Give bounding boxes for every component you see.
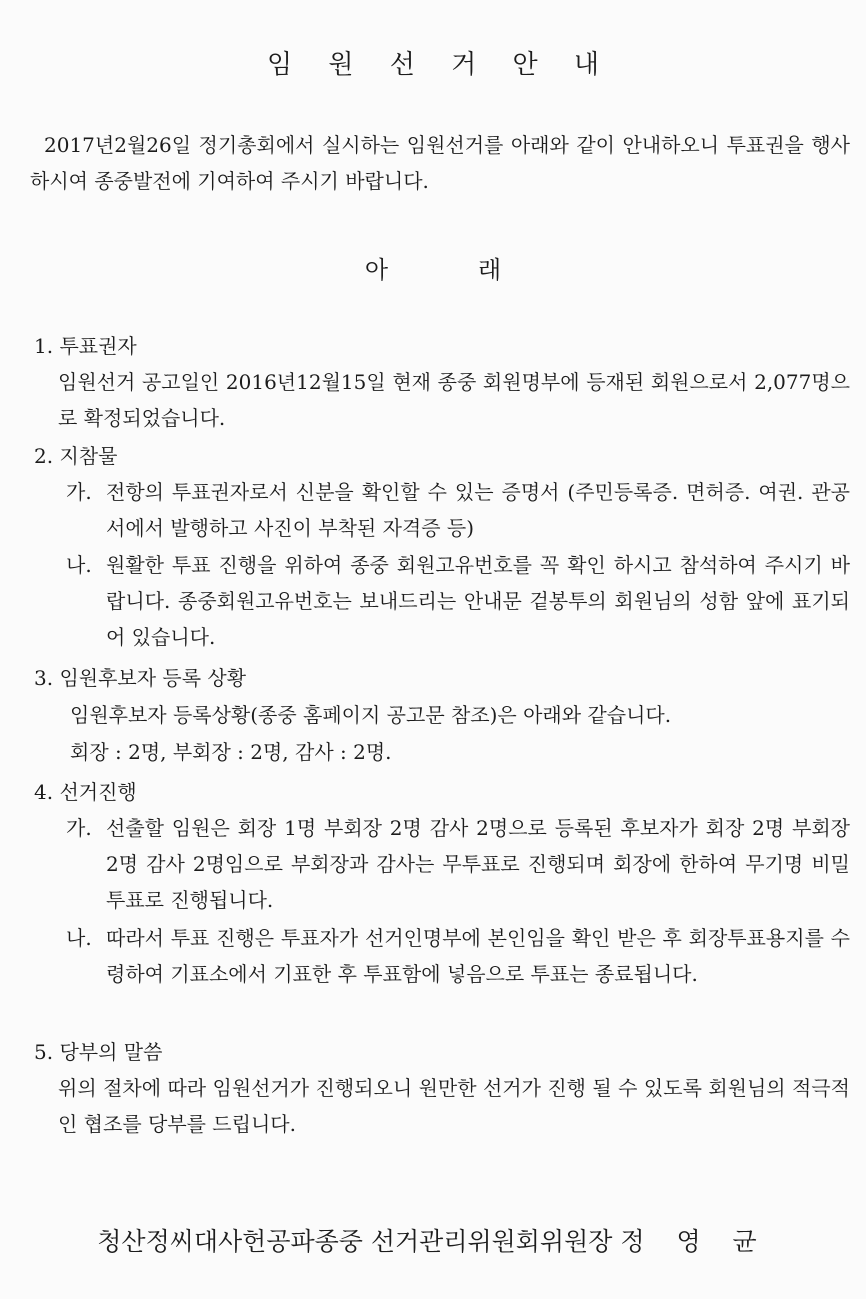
section-3-line-2: 회장 : 2명, 부회장 : 2명, 감사 : 2명.: [70, 740, 392, 764]
item-text: 선출할 임원은 회장 1명 부회장 2명 감사 2명으로 등록된 후보자가 회장 2명 부회장 2명 감사 2명임으로 부회장과 감사는 무투표로 진행되며 회장에 한하여 무기명 비밀투표로 진행됩니다.: [106, 816, 850, 912]
item-text: 따라서 투표 진행은 투표자가 선거인명부에 본인임을 확인 받은 후 회장투표용지를 수령하여 기표소에서 기표한 후 투표함에 넣음으로 투표는 종료됩니다.: [106, 926, 850, 986]
item-text: 원활한 투표 진행을 위하여 종중 회원고유번호를 꼭 확인 하시고 참석하여 주시기 바랍니다. 종중회원고유번호는 보내드리는 안내문 겉봉투의 회원님의 성함 앞에 표기되어 있습니다.: [106, 553, 850, 649]
intro-paragraph: 2017년2월26일 정기총회에서 실시하는 임원선거를 아래와 같이 안내하오니 투표권을 행사하시여 종중발전에 기여하여 주시기 바랍니다.: [30, 133, 850, 193]
section-4-item-na: [66, 920, 850, 992]
item-text: 전항의 투표권자로서 신분을 확인할 수 있는 증명서 (주민등록증. 면허증. 여권. 관공서에서 발행하고 사진이 부착된 자격증 등): [106, 480, 850, 540]
section-2-item-na: [66, 547, 850, 655]
item-label: 나.: [66, 926, 92, 950]
section-4-title: 4. 선거진행: [34, 780, 137, 804]
signature-org: 청산정씨대사헌공파종중 선거관리위원회위원장: [97, 1227, 613, 1256]
signature-name: 정 영 균: [620, 1227, 769, 1256]
item-label: 나.: [66, 553, 92, 577]
signature-line: [0, 1222, 866, 1258]
section-2-item-ga: [66, 474, 850, 546]
section-1-body: 임원선거 공고일인 2016년12월15일 현재 종중 회원명부에 등재된 회원으로서 2,077명으로 확정되었습니다.: [58, 370, 850, 430]
document-title: 임 원 선 거 안 내: [266, 50, 614, 80]
section-4-item-ga: [66, 810, 850, 918]
item-label: 가.: [66, 816, 92, 840]
ahrae-left: 아: [364, 256, 388, 284]
ahrae-heading: [0, 250, 866, 285]
section-3-line-1: 임원후보자 등록상황(종중 홈페이지 공고문 참조)은 아래와 같습니다.: [70, 703, 672, 727]
ahrae-right: 래: [478, 256, 502, 284]
section-2-title: 2. 지참물: [34, 444, 118, 468]
section-5-title: 5. 당부의 말씀: [34, 1040, 163, 1064]
item-label: 가.: [66, 480, 92, 504]
section-3-title: 3. 임원후보자 등록 상황: [34, 666, 247, 690]
section-1-title: 1. 투표권자: [34, 334, 137, 358]
section-5-body: 위의 절차에 따라 임원선거가 진행되오니 원만한 선거가 진행 될 수 있도록 회원님의 적극적인 협조를 당부를 드립니다.: [58, 1076, 850, 1136]
